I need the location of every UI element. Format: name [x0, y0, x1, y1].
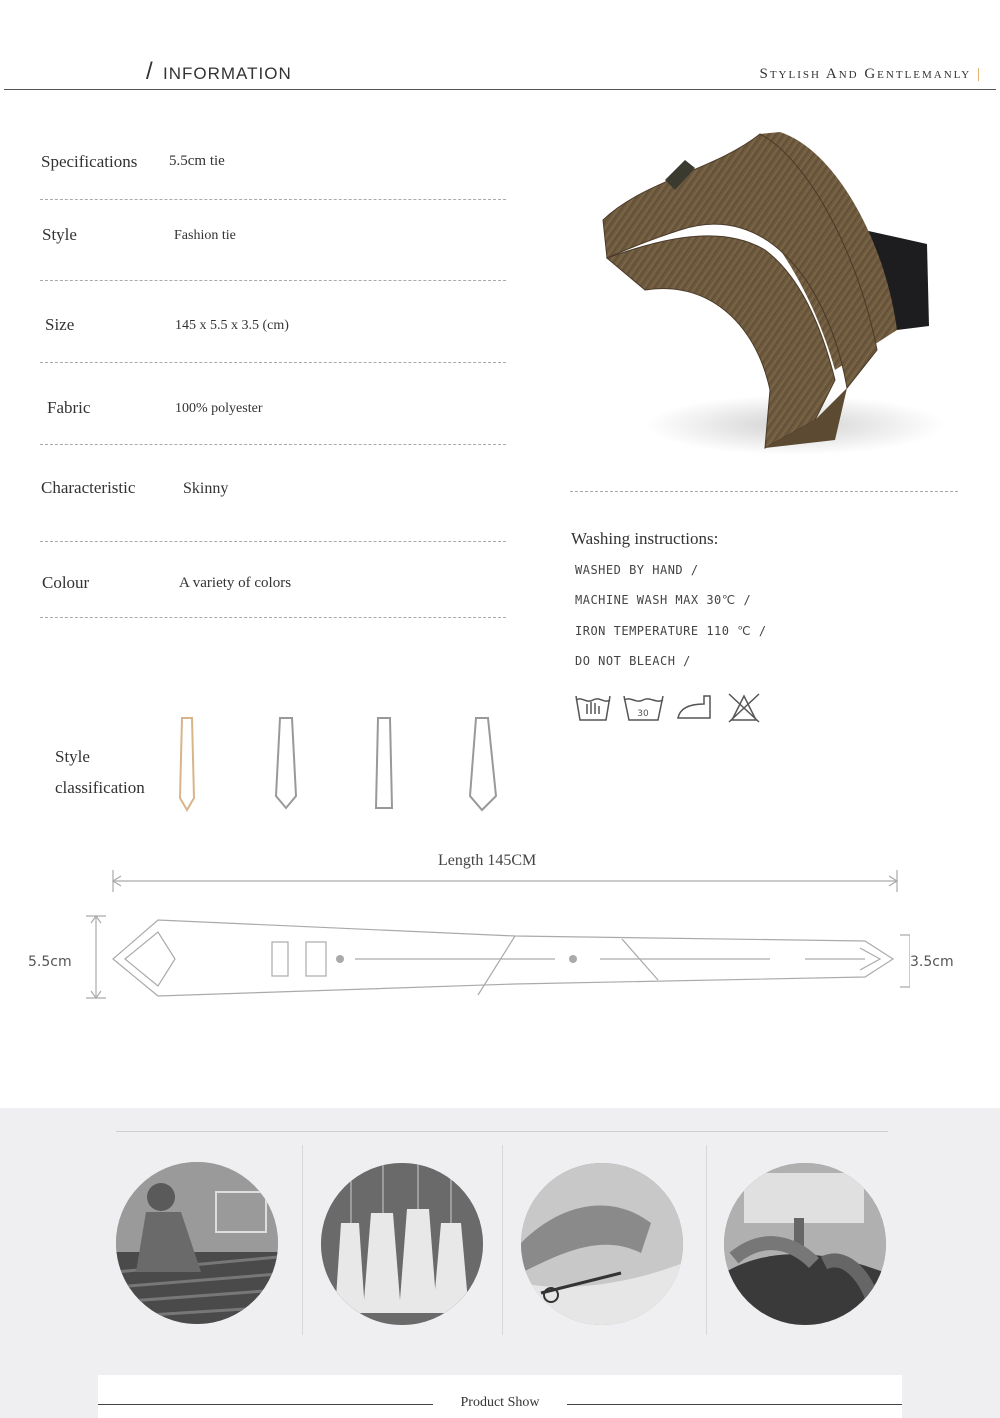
spec-label-colour: Colour	[42, 573, 90, 592]
spec-label-style: Style	[42, 225, 77, 244]
photo-separator	[706, 1145, 707, 1335]
spec-divider	[40, 617, 506, 618]
spec-value-style: Fashion tie	[174, 228, 236, 243]
spec-label-specifications: Specifications	[41, 152, 138, 171]
spec-value-size: 145 x 5.5 x 3.5 (cm)	[175, 318, 289, 333]
spec-divider	[40, 280, 506, 281]
product-tie-image	[585, 120, 955, 460]
product-show-label: Product Show	[460, 1395, 540, 1410]
header-slash: /	[146, 58, 153, 85]
tie-dimension-diagram	[80, 862, 910, 1004]
hand-wash-icon	[576, 696, 610, 720]
length-label: Length 145CM	[438, 852, 537, 869]
iron-icon	[678, 696, 710, 718]
style-classification-label-1: Style	[55, 747, 90, 766]
spec-value-colour: A variety of colors	[179, 575, 292, 591]
section-title: INFORMATION	[163, 64, 292, 83]
do-not-bleach-icon	[729, 694, 759, 722]
process-photo-cutting	[116, 1162, 278, 1324]
spec-divider	[40, 199, 506, 200]
photo-separator	[302, 1145, 303, 1335]
spec-label-size: Size	[45, 315, 75, 334]
style-option-straight	[376, 718, 392, 808]
spec-label-characteristic: Characteristic	[41, 478, 136, 497]
image-divider	[570, 491, 958, 492]
header-divider	[4, 89, 996, 90]
header-tagline: Stylish And Gentlemanly |	[759, 66, 982, 82]
style-classification-label-2: classification	[55, 778, 145, 797]
wash-temp-text: 30	[637, 709, 649, 719]
washing-title: Washing instructions:	[571, 529, 719, 548]
spec-divider	[40, 541, 506, 542]
process-photo-sewing	[724, 1163, 886, 1325]
style-option-slim	[276, 718, 296, 808]
process-photo-hands-scissors	[521, 1163, 683, 1325]
style-silhouettes	[170, 712, 510, 816]
spec-label-fabric: Fabric	[47, 398, 91, 417]
spec-value-specifications: 5.5cm tie	[169, 153, 225, 169]
spec-divider	[40, 444, 506, 445]
washing-line: DO NOT BLEACH /	[575, 654, 691, 668]
care-icons	[574, 690, 774, 726]
washing-line: MACHINE WASH MAX 30℃ /	[575, 593, 752, 607]
wide-end-label: 5.5cm	[28, 954, 72, 970]
spec-value-fabric: 100% polyester	[175, 401, 263, 416]
process-photo-spools	[321, 1163, 483, 1325]
photo-separator	[502, 1145, 503, 1335]
narrow-end-label: 3.5cm	[910, 954, 954, 970]
washing-line: IRON TEMPERATURE 110 ℃ /	[575, 624, 767, 638]
style-option-wide	[470, 718, 496, 810]
style-option-skinny-selected	[180, 718, 194, 810]
spec-value-characteristic: Skinny	[183, 480, 229, 497]
band-top-line	[116, 1131, 888, 1132]
washing-line: WASHED BY HAND /	[575, 563, 699, 577]
spec-divider	[40, 362, 506, 363]
